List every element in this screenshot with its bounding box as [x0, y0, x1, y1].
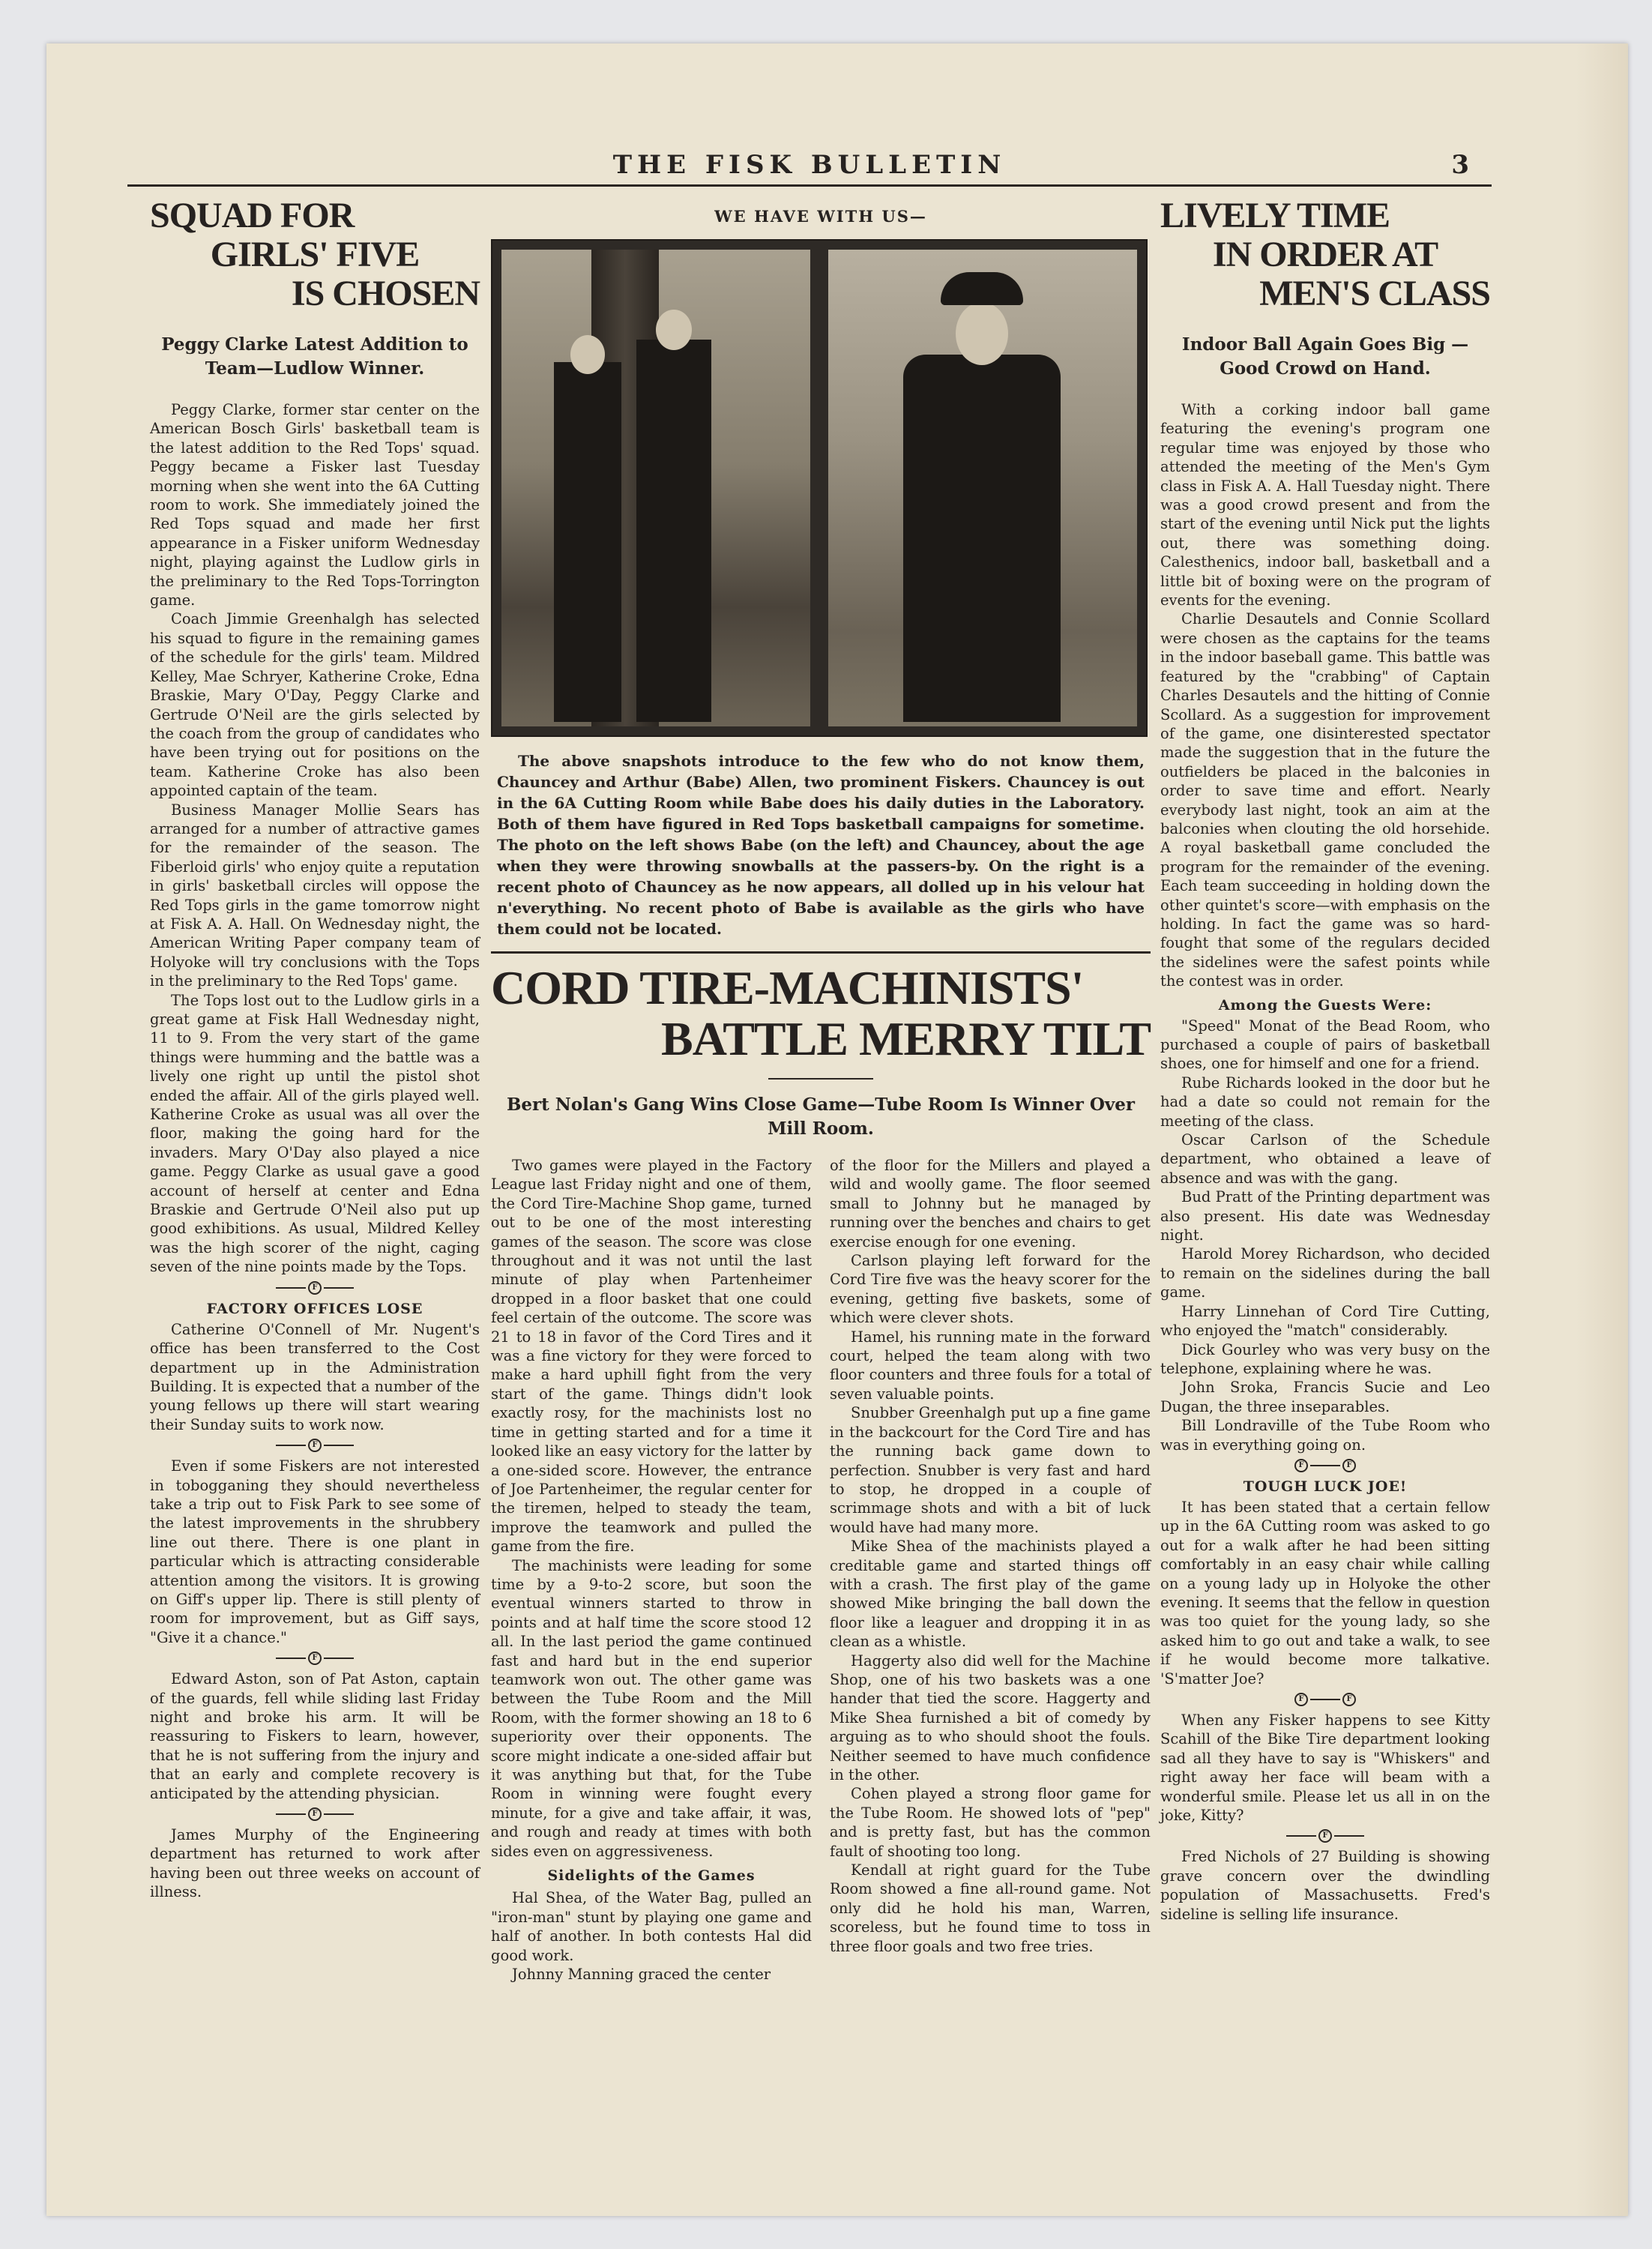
photo-babe-and-chauncey: [501, 250, 810, 726]
murphy-item: [150, 1825, 480, 1902]
squad-article: [150, 400, 480, 1277]
separator: [150, 1439, 480, 1452]
photo-chauncey-recent: [828, 250, 1137, 726]
guest-item: Harold Morey Richardson, who decided to remain on the sidelines during the ball game.: [1160, 1245, 1490, 1301]
mens-class-article: [1160, 400, 1490, 991]
article-paragraph: Snubber Greenhalgh put up a fine game in the backcourt for the Cord Tire and has the running back game down to perfection. Snubber is very fast and hard to stop, he dropped in a couple of scrimmage shots and with a bit of luck would have had many more.: [830, 1404, 1151, 1536]
tough-luck-head: TOUGH LUCK JOE!: [1243, 1478, 1408, 1495]
article-paragraph: James Murphy of the Engineering department has returned to work after having been out three weeks on account of illness.: [150, 1826, 480, 1901]
article-paragraph: Johnny Manning graced the center: [512, 1966, 771, 1984]
aston-item: [150, 1670, 480, 1803]
article-paragraph: Peggy Clarke, former star center on the American Bosch Girls' basketball team is the latest addition to the Red Tops' squad. Peggy became a Fisker last Tuesday morning when she went into the 6A Cutting room to work. She immediately joined the Red Tops squad and made her first appearance in a Fisker uniform Wednesday night, playing against the Ludlow girls in the preliminary to the Red Tops-Torrington game.: [150, 401, 480, 609]
article-paragraph: Mike Shea of the machinists played a creditable game and started things off with a crash. The first play of the game showed Mike bringing the ball down the floor like a leaguer and dropping it in as clean as a whistle.: [830, 1538, 1151, 1651]
article-paragraph: Carlson playing left forward for the Cord Tire five was the heavy scorer for the evening, getting five baskets, some of which were clever shots.: [830, 1252, 1151, 1327]
article-paragraph: Hamel, his running mate in the forward court, helped the team along with two floor counters and three fouls for a total of seven valuable points.: [830, 1328, 1151, 1403]
fisk-mark-icon: F: [308, 1652, 322, 1665]
squad-headline: [150, 196, 480, 313]
we-have-heading: WE HAVE WITH US—: [714, 207, 927, 226]
article-paragraph: Business Manager Mollie Sears has arranged for a number of attractive games for the remainder of the season. The Fiberloid girls' who enjoy quite a reputation in girls' basketball circles will oppose the Red Tops girls in the game tomorrow night at Fisk A. A. Hall. On Wednesday night, the American Writing Paper company team of Holyoke will try conclusions with the Tops in the preliminary to the Red Tops' game.: [150, 801, 480, 990]
cord-tire-deck: Bert Nolan's Gang Wins Close Game—Tube Room Is Winner Over Mill Room.: [506, 1095, 1136, 1139]
separator: [150, 1281, 480, 1295]
right-column: [1160, 196, 1490, 1924]
masthead: [127, 150, 1492, 187]
center-column: [491, 196, 1151, 1984]
article-paragraph: Charlie Desautels and Connie Scollard were chosen as the captains for the teams in the indoor baseball game. This battle was featured by the "crabbing" of Captain Charles Desautels and the hitting of Connie Scollard. As a suggestion for improvement of the game, one disinterested spectator made the suggestion that in the future the outfielders be placed in the balconies in order to save time and effort. Nearly everybody last night, took an aim at the balconies when clouting the old horsehide. A royal basketball game concluded the program for the remainder of the evening. Each team succeeding in holding down the other quintet's score—with emphasis on the holding. In fact the game was so hard-fought that some of the regulars decided the sidelines were the safest points while the contest was in order.: [1160, 610, 1490, 990]
section-rule: [491, 951, 1151, 954]
fisk-mark-icon: F: [1294, 1693, 1308, 1706]
guest-item: Bud Pratt of the Printing department was also present. His date was Wednesday night.: [1160, 1188, 1490, 1244]
paper-edge: [1576, 43, 1628, 2216]
article-paragraph: The machinists were leading for some time by a 9-to-2 score, but soon the eventual winners started to throw in points and at half time the score stood 12 all. In the last period the game continued fast and hard but in the end superior teamwork won out. The other game was between the Tube Room and the Mill Room, with the former showing an 18 to 6 superiority over their opponents. The score might indicate a one-sided affair but it was anything but that, for the Tube Room in winning were fought every minute, for a give and take affair, it was, and rough and ready at times with both sides even on aggressiveness.: [491, 1556, 812, 1860]
photo-caption: The above snapshots introduce to the few who do not know them, Chauncey and Arthur (Babe) Allen, two prominent Fiskers. Chauncey is out in the 6A Cutting Room while Babe does his daily duties in the Laboratory. Both of them have figured in Red Tops basketball campaigns for sometime. The photo on the left shows Babe (on the left) and Chauncey, about the age when they were throwing snowballs at the passers-by. On the right is a recent photo of Chauncey as he now appears, all dolled up in his velour hat n'everything. No recent photo of Babe is available as the girls who have them could not be located.: [497, 752, 1145, 938]
guest-item: Dick Gourley who was very busy on the telephone, explaining where he was.: [1160, 1340, 1490, 1377]
guest-item: "Speed" Monat of the Bead Room, who purchased a couple of pairs of basketball shoes, one for himself and one for a friend.: [1160, 1017, 1490, 1073]
fisk-mark-icon: F: [1342, 1693, 1356, 1706]
mens-headline-line-2: IN ORDER AT: [1212, 235, 1438, 274]
mens-class-deck: Indoor Ball Again Goes Big —Good Crowd on Hand.: [1181, 334, 1469, 379]
squad-deck: Peggy Clarke Latest Addition to Team—Ludlow Winner.: [161, 334, 468, 379]
tobogganing-item: [150, 1457, 480, 1647]
boy-left-figure: [554, 362, 621, 722]
left-column: [150, 196, 480, 1902]
separator: [150, 1807, 480, 1821]
guest-item: Rube Richards looked in the door but he had a date so could not remain for the meeting of the class.: [1160, 1074, 1490, 1130]
mens-headline-line-3: MEN'S CLASS: [1259, 274, 1490, 313]
article-paragraph: The Tops lost out to the Ludlow girls in a great game at Fisk Hall Wednesday night, 11 to 9. From the very start of the game things were humming and the battle was a lively one right up until the pistol shot ended the affair. All of the girls played well. Katherine Croke as usual was all over the floor, making the going hard for the invaders. Mary O'Day also played a nice game. Peggy Clarke as usual gave a good account of herself at center and Edna Braskie and Gertrude O'Neil also put up good exhibitions. As usual, Mildred Kelley was the high scorer of the night, caging seven of the nine points made by the Tops.: [150, 991, 480, 1276]
cord-headline-line-2: BATTLE MERRY TILT: [661, 1012, 1151, 1065]
article-paragraph: Catherine O'Connell of Mr. Nugent's office has been transferred to the Cost department up in the Administration Building. It is expected that a number of the young fellows up there will start wearing their Sunday suits to work now.: [150, 1320, 480, 1433]
boy-left-head: [570, 335, 605, 374]
article-paragraph: Even if some Fiskers are not interested in tobogganing they should nevertheless take a trip out to Fisk Park to see some of the latest improvements in the shrubbery line out there. There is one plant in particular which is attracting considerable attention among the visitors. It is growing on Giff's upper lip. There is still plenty of room for improvement, but as Giff says, "Give it a chance.": [150, 1457, 480, 1646]
nichols-item: [1160, 1847, 1490, 1924]
squad-headline-line-2: GIRLS' FIVE: [210, 235, 420, 274]
fisk-mark-icon: F: [308, 1439, 322, 1452]
cord-tire-col-a: [491, 1156, 812, 1984]
guests-list: [1160, 1017, 1490, 1454]
velour-hat: [941, 272, 1023, 305]
separator: [1160, 1459, 1490, 1472]
separator: [1160, 1693, 1490, 1706]
separator: [1160, 1829, 1490, 1843]
fisk-mark-icon: F: [1294, 1459, 1308, 1472]
guest-item: Oscar Carlson of the Schedule department, who obtained a leave of absence and was with the gang.: [1160, 1131, 1490, 1187]
article-paragraph: With a corking indoor ball game featuring the evening's program one regular time was enjoyed by those who attended the meeting of the Men's Gym class in Fisk A. A. Hall Tuesday night. There was a good crowd present and from the start of the evening until Nick put the lights out, there was something doing. Calesthenics, indoor ball, basketball and a little bit of boxing were on the program of events for the evening.: [1160, 401, 1490, 609]
guest-item: Bill Londraville of the Tube Room who was in everything going on.: [1160, 1417, 1490, 1454]
page-number: 3: [1451, 150, 1469, 180]
photo-panel: [491, 239, 1148, 737]
masthead-title: THE FISK BULLETIN: [612, 150, 1007, 180]
article-paragraph: Cohen played a strong floor game for the Tube Room. He showed lots of "pep" and is pretty fast, but has the common fault of shooting too long.: [830, 1785, 1151, 1860]
boy-right-figure: [636, 340, 711, 722]
fisk-mark-icon: F: [1342, 1459, 1356, 1472]
guest-item: Harry Linnehan of Cord Tire Cutting, who enjoyed the "match" considerably.: [1160, 1302, 1490, 1340]
article-paragraph: Kendall at right guard for the Tube Room showed a fine all-round game. Not only did he hold his man, Warren, scoreless, but he found time to toss in three floor goals and two free tries.: [830, 1861, 1151, 1955]
article-paragraph: Fred Nichols of 27 Building is showing grave concern over the dwindling population of Massachusetts. Fred's sideline is selling life insurance.: [1160, 1848, 1490, 1923]
guest-item: John Sroka, Francis Sucie and Leo Dugan, the three inseparables.: [1160, 1379, 1490, 1415]
squad-headline-line-3: IS CHOSEN: [291, 274, 480, 313]
boy-right-head: [656, 310, 692, 350]
squad-headline-line-1: SQUAD FOR: [150, 196, 355, 235]
mens-class-headline: [1160, 196, 1490, 313]
man-head: [956, 302, 1008, 365]
cord-tire-col-b: [830, 1156, 1151, 1984]
cord-tire-article: [491, 1156, 1151, 1984]
tough-luck-item: [1160, 1498, 1490, 1688]
scahill-item: [1160, 1711, 1490, 1825]
sidelights-head: Sidelights of the Games: [547, 1867, 756, 1885]
article-paragraph: It has been stated that a certain fellow up in the 6A Cutting room was asked to go out for a walk after he had been sitting comfortably in an easy chair while calling on a young lady up in Holyoke the other evening. It seems that the fellow in question was too quiet for the young lady, so she asked him to go out and take a walk, to see if he would become more talkative. 'S'matter Joe?: [1160, 1498, 1490, 1687]
guests-head: Among the Guests Were:: [1218, 996, 1432, 1014]
short-rule: [768, 1078, 873, 1080]
article-paragraph: Two games were played in the Factory League last Friday night and one of them, the Cord Tire-Machine Shop game, turned out to be one of the most interesting games of the season. The score was close throughout and it was not until the last minute of play when Partenheimer dropped in a floor basket that one could feel certain of the outcome. The score was 21 to 18 in favor of the Cord Tires and it was a fine victory for they were forced to make a hard uphill fight from the very start of the game. Things didn't look exactly rosy, for the machinists lost no time in getting started and for a time it looked like an easy victory for the latter by a one-sided score. However, the entrance of Joe Partenheimer, the regular center for the tiremen, helped to steady the team, improve the teamwork and pulled the game from the fire.: [491, 1157, 812, 1556]
article-paragraph: When any Fisker happens to see Kitty Scahill of the Bike Tire department looking sad all they have to say is "Whiskers" and right away her face will beam with a wonderful smile. Please let us all in on the joke, Kitty?: [1160, 1711, 1490, 1825]
cord-tire-headline: [491, 963, 1151, 1065]
mens-headline-line-1: LIVELY TIME: [1160, 196, 1390, 235]
man-figure: [903, 355, 1061, 722]
separator: [150, 1652, 480, 1665]
factory-head: FACTORY OFFICES LOSE: [206, 1300, 423, 1317]
article-paragraph: Edward Aston, son of Pat Aston, captain of the guards, fell while sliding last Friday night and broke his arm. It will be reassuring to Fiskers to learn, however, that he is not suffering from the injury and that an early and complete recovery is anticipated by the attending physician.: [150, 1670, 480, 1802]
article-paragraph: Hal Shea, of the Water Bag, pulled an "iron-man" stunt by playing one game and half of another. In both contests Hal did good work.: [491, 1889, 812, 1964]
article-paragraph: of the floor for the Millers and played a wild and woolly game. The floor seemed small to Johnny but he managed by running over the benches and chairs to get exercise enough for one evening.: [830, 1157, 1151, 1250]
fisk-mark-icon: F: [308, 1807, 322, 1821]
cord-headline-line-1: CORD TIRE-MACHINISTS': [491, 961, 1084, 1014]
factory-item: [150, 1320, 480, 1434]
article-paragraph: Haggerty also did well for the Machine Shop, one of his two baskets was a one hander that tied the score. Haggerty and Mike Shea furnished a bit of comedy by arguing as to who should shoot the fouls. Neither seemed to have much confidence in the other.: [830, 1652, 1151, 1783]
fisk-mark-icon: F: [1318, 1829, 1332, 1843]
fisk-mark-icon: F: [308, 1281, 322, 1295]
article-paragraph: Coach Jimmie Greenhalgh has selected his squad to figure in the remaining games of the schedule for the girls' team. Mildred Kelley, Mae Schryer, Katherine Croke, Edna Braskie, Mary O'Day, Peggy Clarke and Gertrude O'Neil are the girls selected by the coach from the group of candidates who have been trying out for positions on the team. Katherine Croke has also been appointed captain of the team.: [150, 610, 480, 800]
